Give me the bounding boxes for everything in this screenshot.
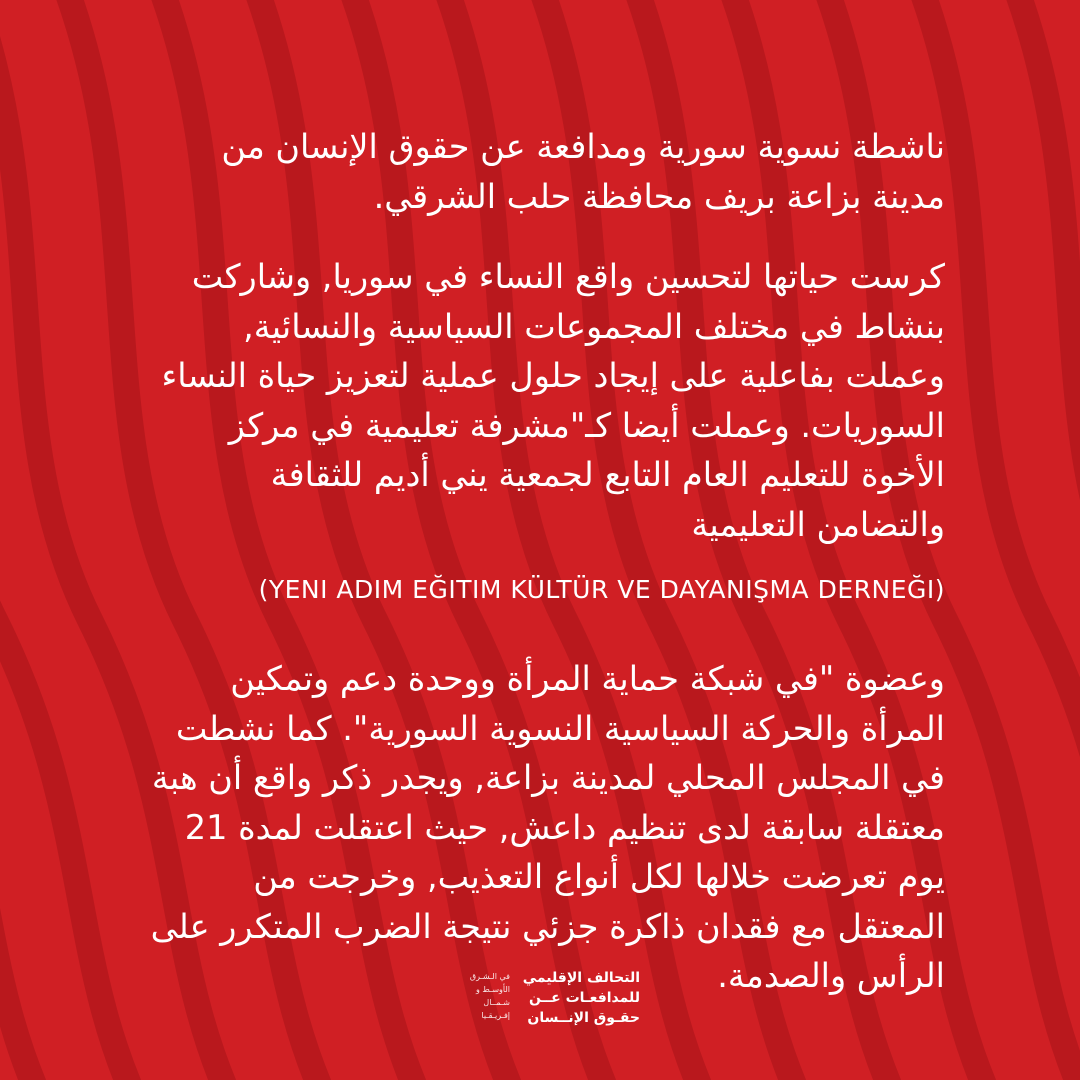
logo-region-2: الأوسـط و bbox=[475, 985, 510, 994]
coalition-logo bbox=[438, 968, 640, 1032]
bio-paragraph-career: كرست حياتها لتحسين واقع النساء في سوريا, وشاركت بنشاط في مختلف المجموعات السياسية والنسائية, وعملت بفاعلية على إيجاد حلول عملية لتعزيز حياة النساء السوريات. وعملت أيضا كـ"مشرفة تعليمية في مركز الأخوة للتعليم العام التابع لجمعية يني أديم للثقافة والتضامن التعليمية bbox=[161, 257, 945, 544]
logo-title bbox=[512, 968, 640, 1028]
bio-paragraph-membership: وعضوة "في شبكة حماية المرأة ووحدة دعم وتمكين المرأة والحركة السياسية النسوية السورية". كما نشطت في المجلس المحلي لمدينة بزاعة, ويجدر ذكر واقع أن هبة معتقلة سابقة لدى تنظيم داعش, حيث اعتقلت لمدة 21 يوم تعرضت خلالها لكل أنواع التعذيب, وخرجت من المعتقل مع فقدان ذاكرة جزئي نتيجة الضرب المتكرر على الرأس والصدمة. bbox=[150, 659, 945, 995]
logo-region bbox=[438, 970, 510, 1022]
organization-latin-name: (YENI ADIM EĞITIM KÜLTÜR VE DAYANIŞMA DERNEĞI) bbox=[258, 575, 945, 604]
bio-paragraph-intro: ناشطة نسوية سورية ومدافعة عن حقوق الإنسان من مدينة بزاعة بريف محافظة حلب الشرقي. bbox=[221, 127, 945, 216]
logo-line-1: التحالف الإقليمي bbox=[522, 970, 640, 986]
logo-line-3: حقـوق الإنــسان bbox=[527, 1010, 640, 1026]
bio-text-block bbox=[150, 122, 945, 1001]
logo-region-4: إفـريـقـيا bbox=[481, 1011, 510, 1020]
logo-region-3: شـمــال bbox=[483, 998, 510, 1007]
logo-line-2: للمدافعـات عــن bbox=[528, 990, 640, 1006]
logo-region-1: في الـشـرق bbox=[469, 972, 510, 981]
